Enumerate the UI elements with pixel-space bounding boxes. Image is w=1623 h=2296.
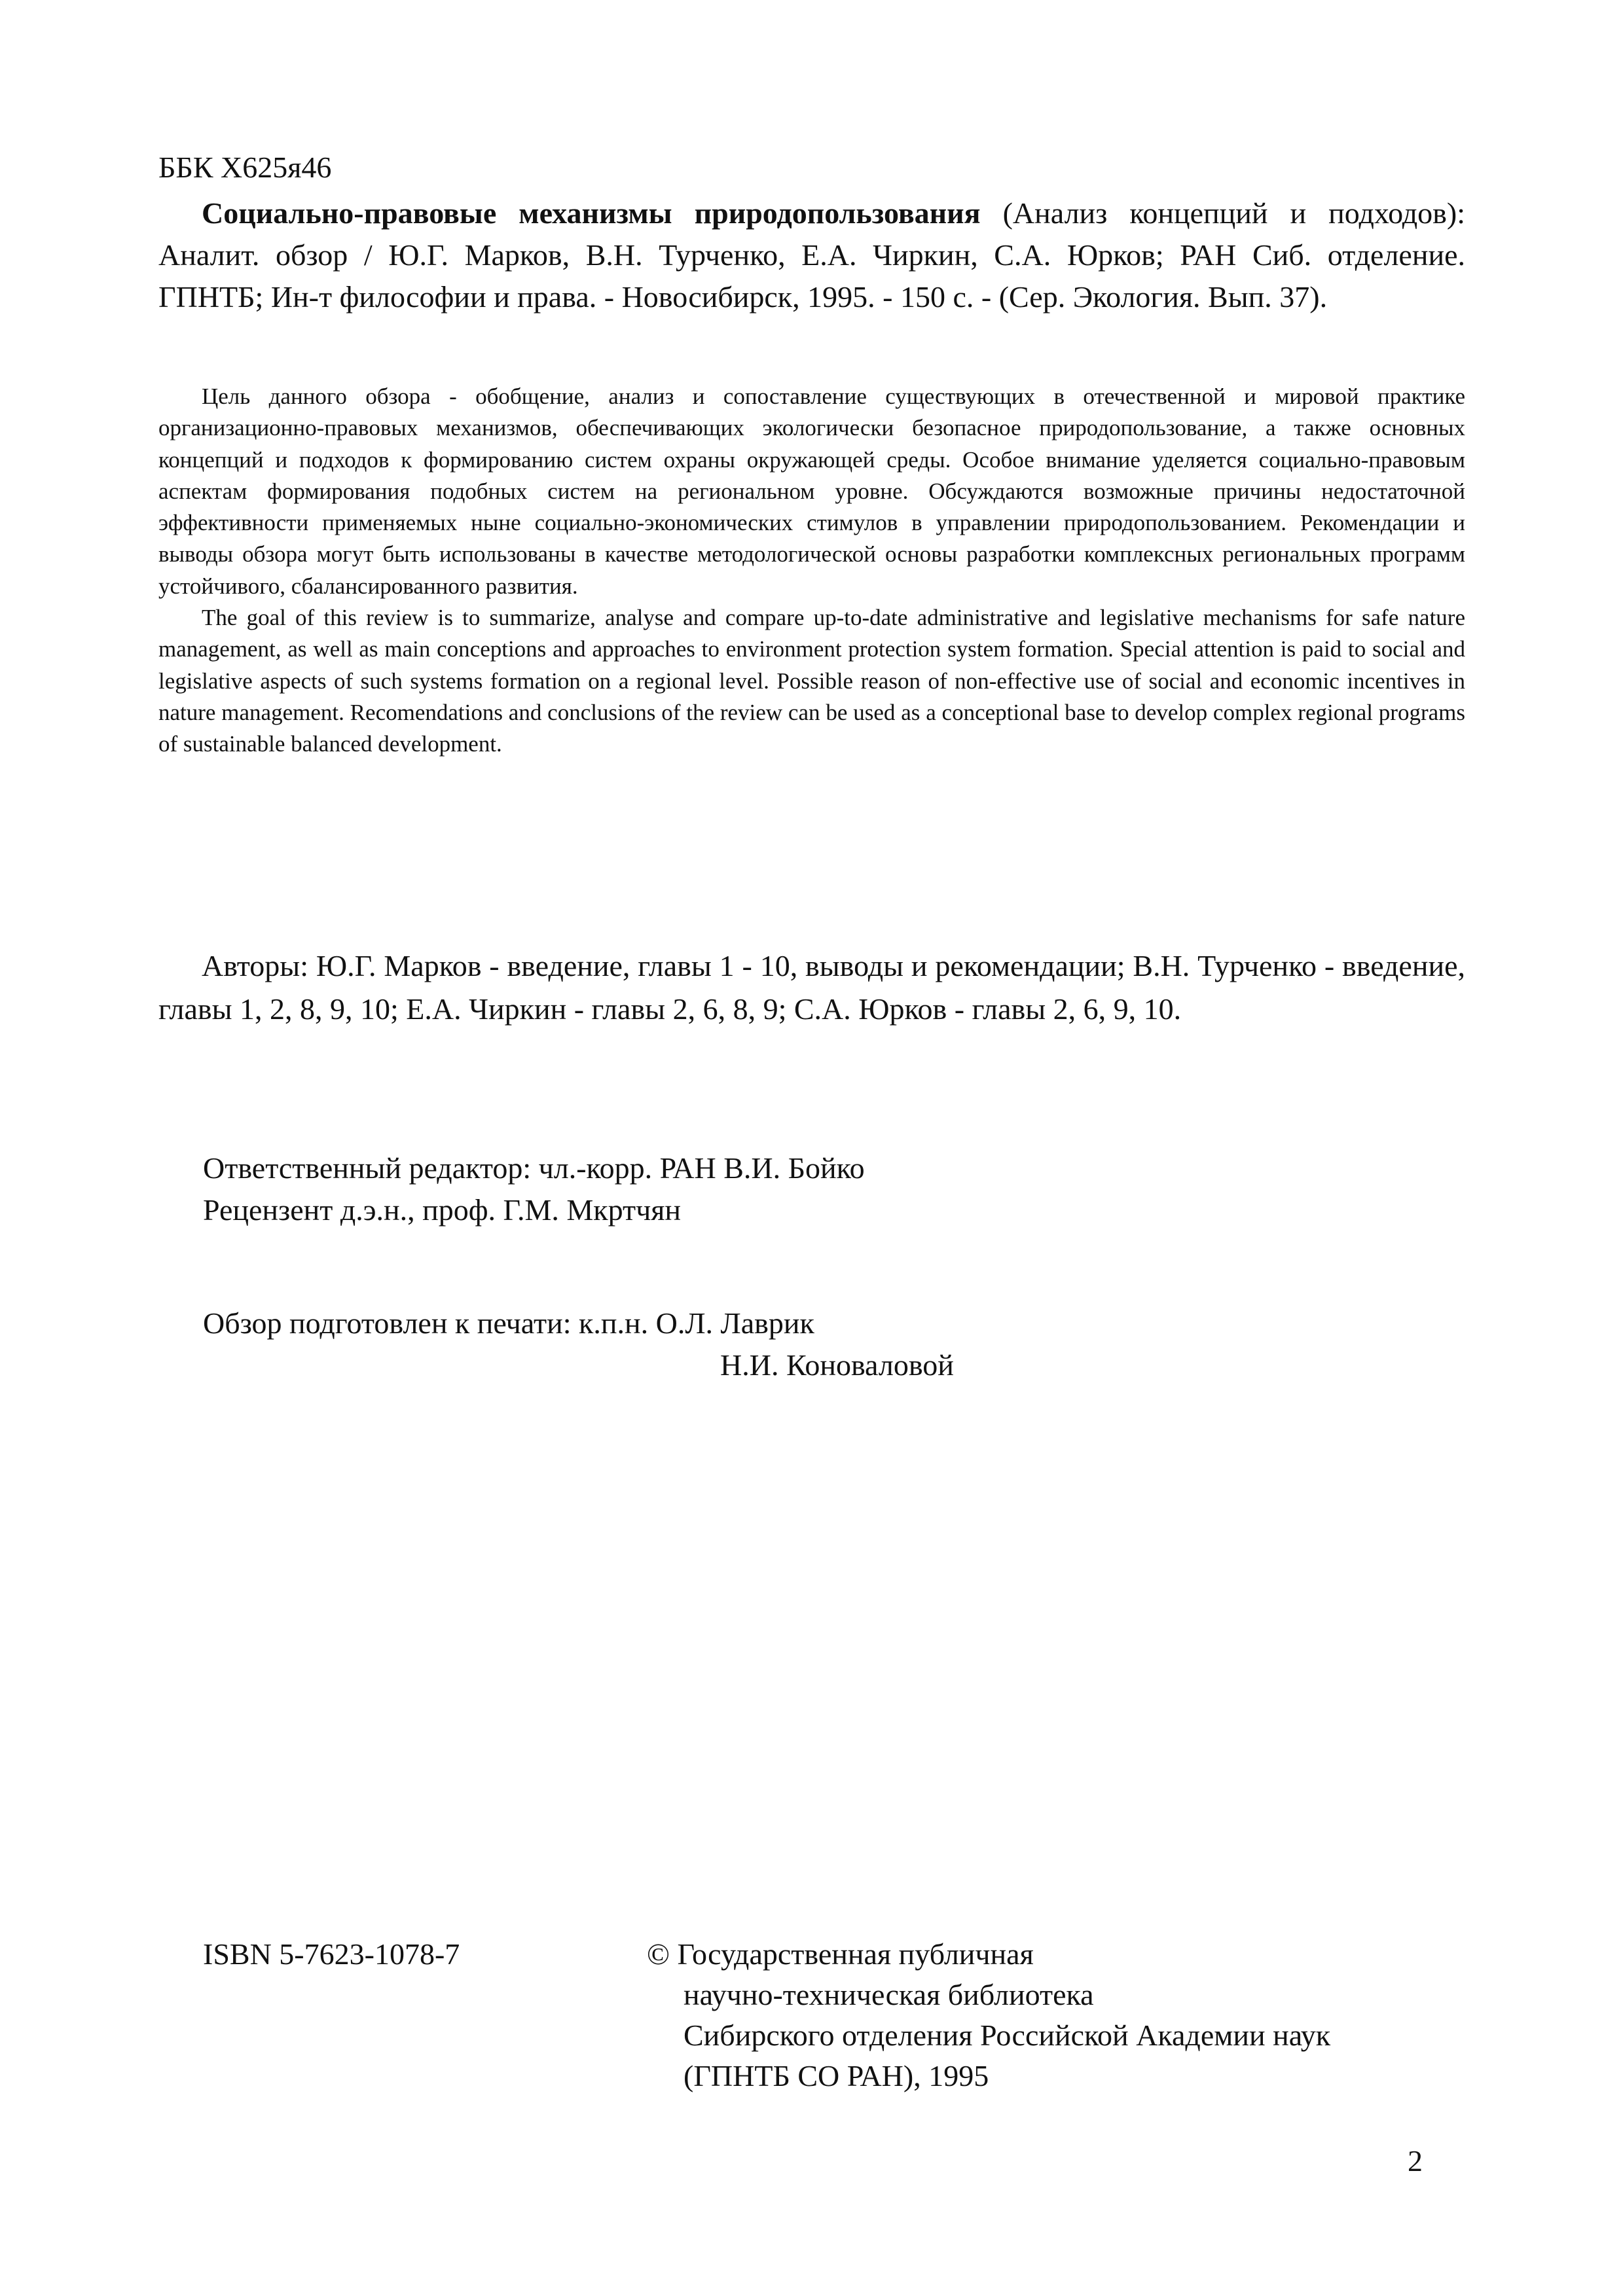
copyright-line-1: © Государственная публичная xyxy=(647,1937,1034,1971)
prepared-line-2: Н.И. Коноваловой xyxy=(720,1348,954,1382)
copyright-notice xyxy=(647,1934,1330,2096)
abstract xyxy=(158,381,1465,761)
bbk-code: ББК Х625я46 xyxy=(158,151,332,184)
reviewer: Рецензент д.э.н., проф. Г.М. Мкртчян xyxy=(203,1193,682,1227)
citation-title: Социально-правовые механизмы природопользования xyxy=(202,196,981,230)
citation-details: (Анализ концепций и подходов): Аналит. обзор / Ю.Г. Марков, В.Н. Турченко, Е.А. Чиркин, С.А. Юрков; РАН Сиб. отделение. ГПНТБ; Ин-т философии и права. - Новосибирск, 1995. - 150 с. - (Сер. Экология. Вып. 37). xyxy=(158,196,1465,314)
authors-text: Авторы: Ю.Г. Марков - введение, главы 1 - 10, выводы и рекомендации; В.Н. Турченко - введение, главы 1, 2, 8, 9, 10; Е.А. Чиркин - главы 2, 6, 8, 9; С.А. Юрков - главы 2, 6, 9, 10. xyxy=(158,949,1465,1026)
copyright-line-4: (ГПНТБ СО РАН), 1995 xyxy=(684,2059,989,2092)
responsible-editor: Ответственный редактор: чл.-корр. РАН В.И. Бойко xyxy=(203,1151,865,1185)
prepared-line-1: Обзор подготовлен к печати: к.п.н. О.Л. Лаврик xyxy=(203,1306,814,1340)
copyright-line-2: научно-техническая библиотека xyxy=(684,1978,1094,2011)
abstract-russian: Цель данного обзора - обобщение, анализ и сопоставление существующих в отечественной и мировой практике организационно-правовых механизмов, обеспечивающих экологически безопасное природопользование, а также основных концепций и подходов к формированию систем охраны окружающей среды. Особое внимание уделяется социально-правовым аспектам формирования подобных систем на региональном уровне. Обсуждаются возможные причины недостаточной эффективности применяемых ныне социально-экономических стимулов в управлении природопользованием. Рекомендации и выводы обзора могут быть использованы в качестве методологической основы разработки комплексных региональных программ устойчивого, сбалансированного развития. xyxy=(158,384,1465,599)
prepared-for-print xyxy=(203,1302,1447,1386)
isbn: ISBN 5-7623-1078-7 xyxy=(203,1937,460,1971)
bibliographic-citation xyxy=(158,192,1465,318)
editorial-credits xyxy=(203,1147,1447,1231)
page-number: 2 xyxy=(1408,2144,1423,2178)
authors-contributions xyxy=(158,944,1465,1031)
copyright-line-3: Сибирского отделения Российской Академии наук xyxy=(684,2018,1331,2052)
abstract-english: The goal of this review is to summarize, analyse and compare up-to-date administrative and legislative mechanisms for safe nature management, as well as main conceptions and approaches to environment protection system formation. Special attention is paid to social and legislative aspects of such systems formation on a regional level. Possible reason of non-effective use of social and economic incentives in nature management. Recomendations and conclusions of the review can be used as a conceptional base to develop complex regional programs of sustainable balanced development. xyxy=(158,605,1465,757)
